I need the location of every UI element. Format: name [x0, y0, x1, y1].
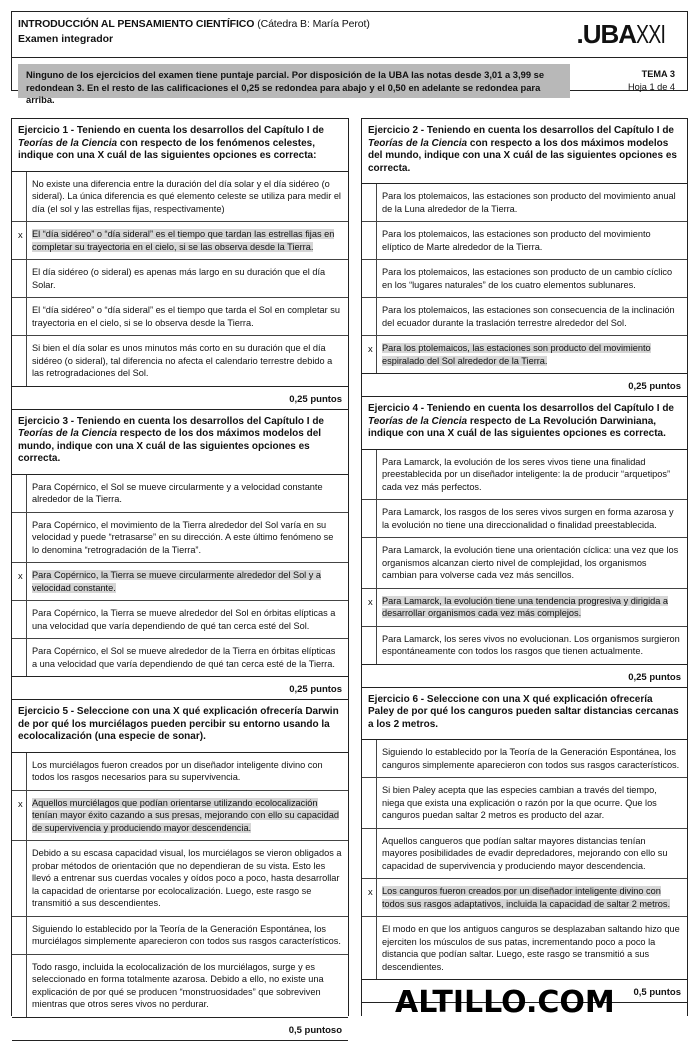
option-row[interactable]: [362, 298, 687, 336]
option-text: Para los ptolemaicos, las estaciones son producto de un cambio cíclico en los “lugares naturales” de los cuatro elementos sublunares.: [382, 267, 673, 290]
notice-line-2: redondean 3. En el resto de las calificaciones el 0,25 se redondea para abajo y el 0,50 en adelante se redondea para arriba.: [26, 81, 541, 105]
option-row[interactable]: [362, 184, 687, 222]
option-row[interactable]: [12, 841, 348, 917]
exercise-title-prefix: Ejercicio 5 - Seleccione con una X qué explicación ofrecería Darwin de por qué los murciélagos pueden percibir su entorno usando la ecolocalización (una especie de sonar).: [18, 706, 339, 742]
exercise-4: [362, 397, 687, 688]
catedra-label: (Cátedra B: María Perot): [257, 18, 370, 30]
option-row[interactable]: [362, 538, 687, 589]
exercise-title: [12, 700, 348, 744]
option-row[interactable]: [362, 627, 687, 664]
option-row[interactable]: [12, 222, 348, 260]
exam-subtitle: Examen integrador: [18, 33, 114, 45]
exercise-title-book: Teorías de la Ciencia: [368, 137, 468, 149]
option-row[interactable]: [362, 260, 687, 298]
uba-xxi-logo: [577, 21, 675, 47]
options-list: [12, 474, 348, 677]
option-row[interactable]: [12, 955, 348, 1017]
option-text: Para Copérnico, la Tierra se mueve alrededor del Sol en órbitas elípticas a una velocidad que varía dependiendo de qué tan cerca esté del Sol.: [32, 608, 336, 631]
option-text: Para los ptolemaicos, las estaciones son producto del movimiento elíptico de Marte alrededor de la Tierra.: [382, 229, 651, 252]
exercise-title-prefix: Ejercicio 6 - Seleccione con una X qué explicación ofrecería Paley de por qué los canguros pueden saltar distancias cercanas a los 2 metros.: [368, 693, 679, 730]
option-row[interactable]: [12, 601, 348, 639]
answer-mark[interactable]: x: [18, 570, 23, 581]
option-text: Para los ptolemaicos, las estaciones son producto del movimiento anual de la Luna alrededor de la Tierra.: [382, 191, 676, 214]
exercise-title-prefix: Ejercicio 4 - Teniendo en cuenta los desarrollos del Capítulo I de: [368, 403, 674, 414]
exercise-6: [362, 688, 687, 1004]
points-label: 0,5 puntoso: [12, 1017, 348, 1041]
answer-mark[interactable]: x: [18, 797, 23, 809]
notice-line-1: Ninguno de los ejercicios del examen tiene puntaje parcial. Por disposición de la UBA las notas desde 3,01 a 3,99 se: [26, 69, 545, 80]
exercise-title-suffix: con respecto a los dos máximos modelos del mundo, indique con una X cuál de las siguientes opciones es correcta.: [368, 137, 677, 174]
answer-mark[interactable]: x: [18, 229, 23, 240]
option-row[interactable]: [12, 336, 348, 386]
option-text: Si bien el día solar es unos minutos más corto en su duración que el día sidéreo (o sideral), tal diferencia no afecta el calendario terrestre debido a las retrogradaciones del Sol.: [32, 343, 333, 378]
option-row[interactable]: [362, 829, 687, 880]
course-title: [18, 18, 370, 30]
exercise-2: [362, 119, 687, 397]
option-row[interactable]: [362, 917, 687, 979]
option-row[interactable]: [362, 222, 687, 260]
option-text: Siguiendo lo establecido por la Teoría de la Generación Espontánea, los murciélagos simplemente aparecieron con todos sus rasgos característicos.: [32, 923, 341, 946]
exercise-1: [12, 119, 348, 410]
option-text: Para Copérnico, el Sol se mueve alrededor de la Tierra en órbitas elípticas a una velocidad que varía dependiendo de qué tan cerca esté de la Tierra.: [32, 646, 336, 669]
option-text: Para Copérnico, el Sol se mueve circularmente y a velocidad constante alrededor de la Tierra.: [32, 481, 323, 504]
option-row[interactable]: [12, 639, 348, 676]
exercise-title-prefix: Ejercicio 3 - Teniendo en cuenta los desarrollos del Capítulo I de: [18, 415, 324, 427]
exercise-title-suffix: respecto de La Revolución Darwiniana, indique con una X cuál de las siguientes opciones es correcta.: [368, 415, 666, 439]
option-row[interactable]: [12, 172, 348, 223]
options-list: [362, 183, 687, 373]
option-row[interactable]: [12, 791, 348, 842]
exercise-title-book: Teorías de la Ciencia: [368, 415, 468, 427]
altillo-watermark: ALTILLO.COM: [395, 985, 615, 1020]
option-row[interactable]: [12, 753, 348, 791]
option-text: El “día sidéreo” o “día sideral” es el tiempo que tardan las estrellas fijas en completar su trayectoria en el cielo, si se las observa desde la Tierra.: [32, 229, 335, 252]
exercise-title-prefix: Ejercicio 1 - Teniendo en cuenta los desarrollos del Capítulo I de: [18, 125, 324, 136]
option-text: Para Lamarck, la evolución tiene una tendencia progresiva y dirigida a desarrollar organismos cada vez más complejos.: [382, 595, 669, 618]
header-divider: [12, 57, 687, 58]
option-row[interactable]: [362, 500, 687, 538]
points-label: 0,25 puntos: [362, 664, 687, 688]
option-text: No existe una diferencia entre la duración del día solar y el día sidéreo (o sideral). La única diferencia es qué elemento celeste se utiliza para medir el día (el sol y las estrellas fijas, respectivamente): [32, 178, 341, 214]
option-text: Aquellos murciélagos que podían orientarse utilizando ecolocalización tenían mayor éxito cazando a sus presas, mejorando con ello su capacidad de supervivencia y produciendo mayor descendencia.: [32, 797, 339, 833]
option-text: Para los ptolemaicos, las estaciones son consecuencia de la inclinación del ecuador durante la traslación terrestre alrededor del Sol.: [382, 305, 675, 328]
option-text: Para Lamarck, la evolución tiene una orientación cíclica: una vez que los organismos alcanzan cierto nivel de complejidad, los organismos cambian para volverse cada vez más sencillos.: [382, 545, 679, 580]
exercise-title: [12, 410, 348, 466]
right-column: [361, 118, 688, 1016]
answer-mark[interactable]: x: [368, 595, 373, 607]
option-row[interactable]: [362, 450, 687, 501]
answer-mark[interactable]: x: [368, 343, 373, 354]
grading-notice: [18, 64, 570, 105]
option-text: Los canguros fueron creados por un diseñador inteligente divino con todos sus rasgos adaptativos, incluida la capacidad de saltar 2 metros.: [382, 886, 671, 909]
exercise-title-book: Teorías de la Ciencia: [18, 137, 118, 149]
option-text: Para Copérnico, la Tierra se mueve circularmente alrededor del Sol y a velocidad constante.: [32, 570, 322, 593]
option-text: Para Lamarck, los rasgos de los seres vivos surgen en forma azarosa y la evolución no tiene una direccionalidad o finalidad preestablecida.: [382, 507, 674, 530]
option-text: El día sidéreo (o sideral) es apenas más largo en su duración que el día Solar.: [32, 267, 326, 290]
option-row[interactable]: [362, 740, 687, 778]
option-text: El “día sidéreo” o “día sideral” es el tiempo que tarda el Sol en completar su trayectoria en el cielo, si se lo observa desde la Tierra.: [32, 305, 340, 328]
exercise-title-suffix: con respecto de los fenómenos celestes, indique con una X cuál de las siguientes opciones es correcta:: [18, 137, 317, 161]
option-text: Todo rasgo, incluida la ecolocalización de los murciélagos, surge y es seleccionado en forma totalmente azarosa. Debido a ello, no existe una explicación de por qué se producen “monstruosidades” que sobreviven mientras que otros seres vivos no perdurar.: [32, 961, 324, 1009]
option-row[interactable]: [362, 589, 687, 627]
options-list: [12, 752, 348, 1017]
option-row[interactable]: [362, 879, 687, 917]
options-list: [362, 739, 687, 979]
option-text: Los murciélagos fueron creados por un diseñador inteligente divino con todos los rasgos necesarios para su supervivencia.: [32, 759, 323, 782]
exercise-title: [362, 688, 687, 732]
exercise-title-book: Teorías de la Ciencia: [18, 428, 118, 439]
points-label: 0,5 puntos: [362, 979, 687, 1003]
option-row[interactable]: [12, 563, 348, 601]
points-label: 0,25 puntos: [362, 373, 687, 397]
uba-logo-text: .UBA: [576, 19, 637, 49]
points-label: 0,25 puntos: [12, 676, 348, 700]
option-row[interactable]: [12, 917, 348, 955]
options-list: [12, 171, 348, 386]
left-column: [11, 118, 349, 1036]
option-text: El modo en que los antiguos canguros se desplazaban saltando hizo que ejerciten los músculos de sus patas, incrementando poco a poco la distancia que podían saltar. Luego, este rasgo se transmitió a sus descendientes.: [382, 924, 680, 972]
option-text: Si bien Paley acepta que las especies cambian a través del tiempo, niega que exista una explicación o razón por la que ocurre. Que los canguros puedan saltar 2 metros es producto del azar.: [382, 785, 657, 820]
exam-header: [11, 11, 688, 105]
option-row[interactable]: [362, 336, 687, 373]
option-text: Para los ptolemaicos, las estaciones son producto del movimiento espiralado del Sol alrededor de la Tierra.: [382, 343, 651, 366]
exercise-title: [362, 119, 687, 175]
xxi-logo-text: XXI: [636, 19, 666, 49]
points-label: 0,25 puntos: [12, 386, 348, 410]
option-text: Aquellos cangueros que podían saltar mayores distancias tenían mayores posibilidades de evadir depredadores, mejorando con ello su capacidad de supervivencia y produciendo mayor descendencia.: [382, 835, 668, 871]
option-text: Para Copérnico, el movimiento de la Tierra alrededor del Sol varía en su velocidad y puede “retrasarse” en su dirección. A este último fenómeno se lo denomina “retrogradación de la Tierra”.: [32, 519, 334, 555]
tema-label: TEMA 3: [641, 69, 675, 79]
option-text: Para Lamarck, la evolución de los seres vivos tiene una finalidad preestablecida por un diseñador inteligente: la de producir “arquetipos” cada vez más perfectos.: [382, 456, 671, 492]
option-row[interactable]: [362, 778, 687, 829]
option-text: Debido a su escasa capacidad visual, los murciélagos se vieron obligados a probar métodos de orientación que no dependieran de su vista. Esto les llevó a entrenar sus cuerdas vocales y oídos poco a poco, hasta desarrollar la capacidad de orientarse por ecolocalización. Luego, este rasgo se transmitió a sus descendientes.: [32, 848, 342, 908]
option-text: Siguiendo lo establecido por la Teoría de la Generación Espontánea, los canguros simplemente aparecieron con todos sus rasgos característicos.: [382, 747, 680, 770]
option-row[interactable]: [12, 260, 348, 298]
exercise-title-suffix: respecto de los dos máximos modelos del mundo, indique con una X cuál de las siguientes opciones es correcta.: [18, 428, 322, 464]
exercise-title: [12, 119, 348, 163]
options-list: [362, 449, 687, 664]
exercise-3: [12, 410, 348, 701]
exercise-title: [362, 397, 687, 441]
option-text: Para Lamarck, los seres vivos no evolucionan. Los organismos surgieron espontáneamente con todos los rasgos que tienen actualmente.: [382, 633, 680, 656]
option-row[interactable]: [12, 513, 348, 564]
course-name: INTRODUCCIÓN AL PENSAMIENTO CIENTÍFICO: [18, 18, 255, 30]
page-count: Hoja 1 de 4: [628, 82, 675, 92]
exercise-5: [12, 700, 348, 1041]
answer-mark[interactable]: x: [368, 886, 373, 897]
exercise-title-prefix: Ejercicio 2 - Teniendo en cuenta los desarrollos del Capítulo I de: [368, 125, 674, 136]
option-row[interactable]: [12, 475, 348, 513]
option-row[interactable]: [12, 298, 348, 336]
